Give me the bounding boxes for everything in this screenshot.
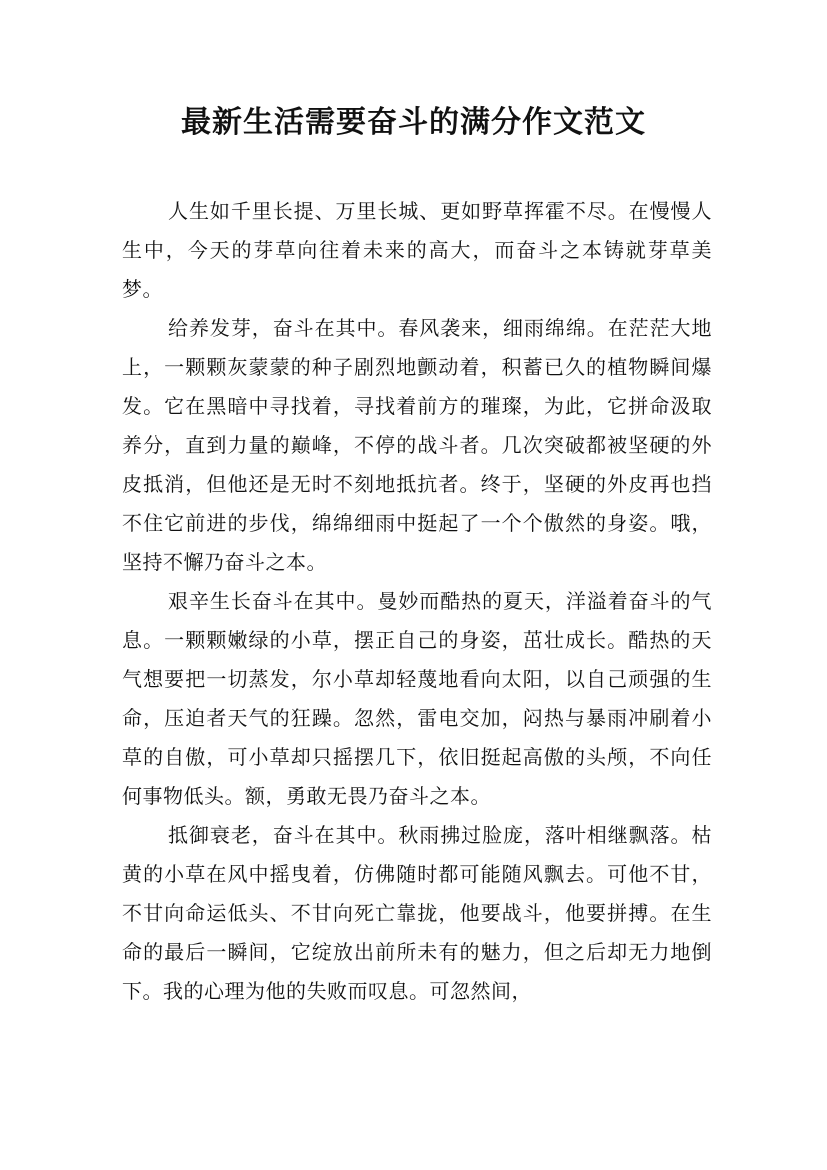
paragraph-autumn: 抵御衰老，奋斗在其中。秋雨拂过脸庞，落叶相继飘落。枯黄的小草在风中摇曳着，仿佛随时都可能随风飘去。可他不甘，不甘向命运低头、不甘向死亡靠拢，他要战斗，他要拼搏。在生命的最后一瞬间，它绽放出前所未有的魅力，但之后却无力地倒下。我的心理为他的失败而叹息。可忽然间，: [122, 823, 712, 1003]
document-body: [122, 192, 712, 1011]
paragraph-spring: 给养发芽，奋斗在其中。春风袭来，细雨绵绵。在茫茫大地上，一颗颗灰蒙蒙的种子剧烈地颤动着，积蓄已久的植物瞬间爆发。它在黑暗中寻找着，寻找着前方的璀璨，为此，它拼命汲取养分，直到力量的巅峰，不停的战斗者。几次突破都被坚硬的外皮抵消，但他还是无时不刻地抵抗者。终于，坚硬的外皮再也挡不住它前进的步伐，绵绵细雨中挺起了一个个傲然的身姿。哦，坚持不懈乃奋斗之本。: [122, 316, 712, 574]
paragraph-summer: 艰辛生长奋斗在其中。曼妙而酷热的夏天，洋溢着奋斗的气息。一颗颗嫩绿的小草，摆正自己的身姿，茁壮成长。酷热的天气想要把一切蒸发，尔小草却轻蔑地看向太阳，以自己顽强的生命，压迫者天气的狂躁。忽然，雷电交加，闷热与暴雨冲刷着小草的自傲，可小草却只摇摆几下，依旧挺起高傲的头颅，不向任何事物低头。额，勇敢无畏乃奋斗之本。: [122, 589, 712, 808]
paragraph-intro: 人生如千里长提、万里长城、更如野草挥霍不尽。在慢慢人生中，今天的芽草向往着未来的高大，而奋斗之本铸就芽草美梦。: [122, 199, 712, 301]
document-title: 最新生活需要奋斗的满分作文范文: [181, 105, 646, 140]
